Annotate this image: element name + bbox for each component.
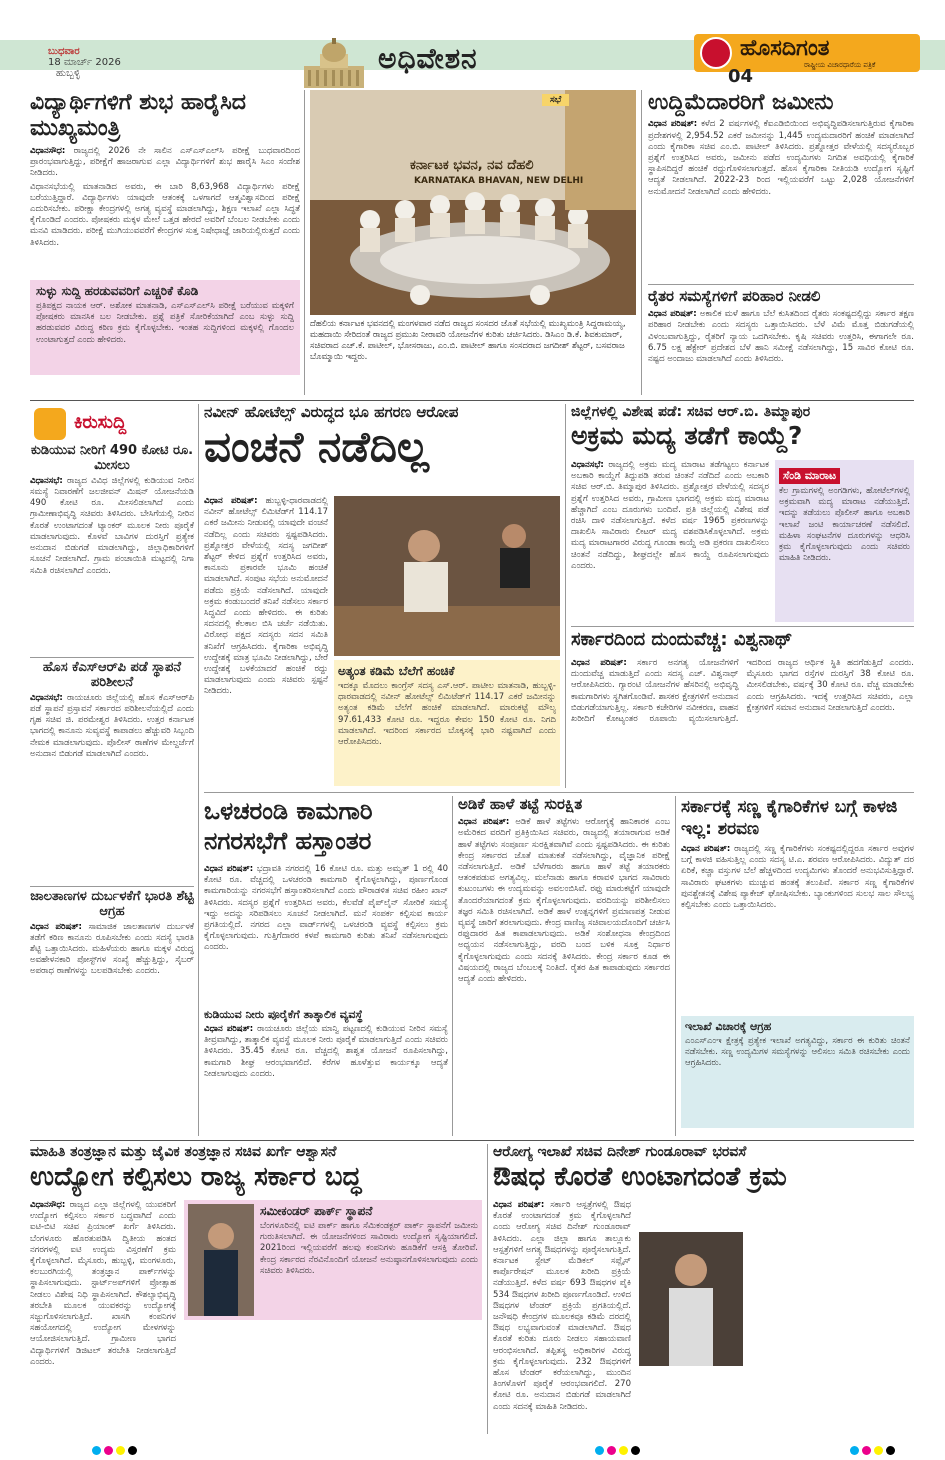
kiru-byline-1: ವಿಧಾನಸಭೆ: bbox=[30, 475, 63, 486]
vishwanath-byline: ವಿಧಾನ ಪರಿಷತ್: bbox=[571, 658, 627, 668]
logo-emblem-icon bbox=[700, 37, 732, 69]
banner-kannada: ಕರ್ನಾಟಕ ಭವನ, ನವ ದೆಹಲಿ bbox=[410, 158, 534, 173]
naveen-headline: ವಂಚನೆ ನಡೆದಿಲ್ಲ bbox=[204, 422, 430, 472]
naveen-text: ಹುಬ್ಬಳ್ಳಿ-ಧಾರವಾಡದಲ್ಲಿ ನವೀನ್ ಹೋಟೆಲ್ಸ್ ಲಿಮಿಟೆಡ್‌ಗೆ 114.17 ಎಕರೆ ಜಮೀನು ನೀಡುವಲ್ಲಿ ಯಾವುದೇ ವಂಚನೆ ನಡೆದಿಲ್ಲ ಎಂದು ಸಚಿವರು ಸ್ಪಷ್ಟಪಡಿಸಿದರು. ಪ್ರಶ್ನೋತ್ತರ ವೇಳೆಯಲ್ಲಿ ಸದಸ್ಯ ಜಗದೀಶ್ ಶೆಟ್ಟರ್ ಕೇಳಿದ ಪ್ರಶ್ನೆಗೆ ಉತ್ತರಿಸಿದ ಅವರು, ಕಾನೂನು ಪ್ರಕಾರವೇ ಭೂಮಿ ಹಂಚಿಕೆ ಮಾಡಲಾಗಿದೆ. ಸಂಪುಟ ಸಭೆಯ ಅನುಮೋದನೆ ಪಡೆದು ಪ್ರಕ್ರಿಯೆ ನಡೆಸಲಾಗಿದೆ. ಯಾವುದೇ ಅಕ್ರಮ ಕಂಡುಬಂದರೆ ತನಿಖೆ ನಡೆಸಲು ಸರ್ಕಾರ ಸಿದ್ಧವಿದೆ ಎಂದು ಹೇಳಿದರು. ಈ ಕುರಿತು ಸದನದಲ್ಲಿ ಕೆಲಕಾಲ ಬಿಸಿ ಚರ್ಚೆ ನಡೆಯಿತು. ವಿರೋಧ ಪಕ್ಷದ ಸದಸ್ಯರು ಸದನ ಸಮಿತಿ ತನಿಖೆಗೆ ಆಗ್ರಹಿಸಿದರು. ಕೈಗಾರಿಕಾ ಅಭಿವೃದ್ಧಿ ಉದ್ದೇಶಕ್ಕೆ ಮಾತ್ರ ಭೂಮಿ ನೀಡಲಾಗಿದ್ದು, ಬೇರೆ ಉದ್ದೇಶಕ್ಕೆ ಬಳಕೆಯಾದರೆ ಹಂಚಿಕೆ ರದ್ದು ಮಾಡಲಾಗುವುದು ಎಂದು ಸಚಿವರು ಸ್ಪಷ್ಟನೆ ನೀಡಿದರು. bbox=[204, 496, 328, 697]
kharge-box-title: ಸಮೀಕಂಡರ್ ಪಾರ್ಕ್ ಸ್ಥಾಪನೆ bbox=[260, 1204, 373, 1218]
dinesh-kicker: ಆರೋಗ್ಯ ಇಲಾಖೆ ಸಚಿವ ದಿನೇಶ್ ಗುಂಡೂರಾವ್ ಭರವಸೆ bbox=[493, 1144, 747, 1160]
thimmapur-side-box bbox=[775, 460, 914, 622]
kharge-story bbox=[30, 1144, 482, 1434]
naveen-body bbox=[204, 496, 328, 786]
meeting-room-illustration bbox=[310, 90, 636, 315]
olacharandi-headline: ಒಳಚರಂಡಿ ಕಾಮಗಾರಿ ನಗರಸಭೆಗೆ ಹಸ್ತಾಂತರ bbox=[204, 797, 373, 855]
olacharandi-sub-title: ಕುಡಿಯುವ ನೀರು ಪೂರೈಕೆಗೆ ತಾತ್ಕಾಲಿಕ ವ್ಯವಸ್ಥೆ bbox=[204, 1008, 363, 1021]
kiru-text-1: ರಾಜ್ಯದ ವಿವಿಧ ಜಿಲ್ಲೆಗಳಲ್ಲಿ ಕುಡಿಯುವ ನೀರಿನ ಸಮಸ್ಯೆ ನಿವಾರಣೆಗೆ ಜಲಜೀವನ್ ಮಿಷನ್ ಯೋಜನೆಯಡಿ 490 ಕೋಟಿ ರೂ. ಮೀಸಲಿಡಲಾಗಿದೆ ಎಂದು ಗ್ರಾಮೀಣಾಭಿವೃದ್ಧಿ ಸಚಿವರು ತಿಳಿಸಿದರು. ಬೇಸಿಗೆಯಲ್ಲಿ ನೀರಿನ ಕೊರತೆ ಉಂಟಾಗದಂತೆ ಟ್ಯಾಂಕರ್ ಮೂಲಕ ನೀರು ಪೂರೈಕೆ ಮಾಡಲಾಗುವುದು. ಕೊಳವೆ ಬಾವಿಗಳ ದುರಸ್ತಿಗೆ ಪ್ರತ್ಯೇಕ ಅನುದಾನ ಬಿಡುಗಡೆ ಮಾಡಲಾಗಿದ್ದು, ಜಿಲ್ಲಾಧಿಕಾರಿಗಳಿಗೆ ಸೂಚನೆ ನೀಡಲಾಗಿದೆ. ಗ್ರಾಮ ಪಂಚಾಯಿತಿ ಮಟ್ಟದಲ್ಲಿ ನಿಗಾ ಸಮಿತಿ ರಚಿಸಲಾಗಿದೆ ಎಂದರು. bbox=[30, 475, 194, 576]
cm-para-2: ವಿಧಾನಸಭೆಯಲ್ಲಿ ಮಾತನಾಡಿದ ಅವರು, ಈ ಬಾರಿ 8,63,968 ವಿದ್ಯಾರ್ಥಿಗಳು ಪರೀಕ್ಷೆ ಬರೆಯುತ್ತಿದ್ದಾರೆ. ವಿದ್ಯಾರ್ಥಿಗಳು ಯಾವುದೇ ಆತಂಕಕ್ಕೆ ಒಳಗಾಗದೆ ಆತ್ಮವಿಶ್ವಾಸದಿಂದ ಪರೀಕ್ಷೆ ಎದುರಿಸಬೇಕು. ಪರೀಕ್ಷಾ ಕೇಂದ್ರಗಳಲ್ಲಿ ಅಗತ್ಯ ವ್ಯವಸ್ಥೆ ಮಾಡಲಾಗಿದ್ದು, ಶಿಕ್ಷಣ ಇಲಾಖೆ ಎಲ್ಲಾ ಸಿದ್ಧತೆ ಕೈಗೊಂಡಿದೆ ಎಂದರು. ಪೋಷಕರು ಮಕ್ಕಳ ಮೇಲೆ ಒತ್ತಡ ಹೇರದೆ ಅವರಿಗೆ ಬೆಂಬಲ ನೀಡಬೇಕು ಎಂದು ಮನವಿ ಮಾಡಿದರು. ಪರೀಕ್ಷೆ ಮುಗಿಯುವವರೆಗೆ ಕೇಂದ್ರಗಳ ಸುತ್ತ ನಿಷೇಧಾಜ್ಞೆ ಜಾರಿಯಲ್ಲಿರುತ್ತದೆ ಎಂದು ತಿಳಿಸಿದರು. bbox=[30, 181, 300, 248]
sharavana-box bbox=[681, 1016, 914, 1128]
naveen-photo bbox=[334, 496, 560, 656]
print-dot bbox=[92, 1446, 101, 1455]
kiru-byline-2: ವಿಧಾನಸಭೆ: bbox=[30, 692, 63, 703]
kharge-kicker: ಮಾಹಿತಿ ತಂತ್ರಜ್ಞಾನ ಮತ್ತು ಜೈವಿಕ ತಂತ್ರಜ್ಞಾನ ಸಚಿವ ಖರ್ಗೆ ಆಶ್ವಾಸನೆ bbox=[30, 1144, 337, 1160]
kiru-suddi-label: ಕಿರುಸುದ್ದಿ bbox=[74, 412, 127, 433]
minister-illustration bbox=[188, 1204, 254, 1316]
kharge-box bbox=[184, 1200, 482, 1320]
sharavana-story bbox=[681, 796, 914, 1136]
jamin-headline: ಉದ್ದಿಮೆದಾರರಿಗೆ ಜಮೀನು bbox=[648, 90, 834, 115]
thimmapur-kicker: ಜಿಲ್ಲೆಗಳಲ್ಲಿ ವಿಶೇಷ ಪಡೆ: ಸಚಿವ ಆರ್.ಬಿ. ತಿಮ್ಮಾಪುರ bbox=[571, 404, 811, 420]
thimmapur-byline: ವಿಧಾನಸಭೆ: bbox=[571, 460, 604, 470]
kiru-text-2: ರಾಯಚೂರು ಜಿಲ್ಲೆಯಲ್ಲಿ ಹೊಸ ಕೆಎಸ್‌ಆರ್‌ಪಿ ಪಡೆ ಸ್ಥಾಪನೆ ಪ್ರಸ್ತಾವನೆ ಸರ್ಕಾರದ ಪರಿಶೀಲನೆಯಲ್ಲಿದೆ ಎಂದು ಗೃಹ ಸಚಿವ ಜಿ. ಪರಮೇಶ್ವರ ತಿಳಿಸಿದರು. ಉತ್ತರ ಕರ್ನಾಟಕ ಭಾಗದಲ್ಲಿ ಕಾನೂನು ಸುವ್ಯವಸ್ಥೆ ಕಾಪಾಡಲು ಹೆಚ್ಚುವರಿ ಸಿಬ್ಬಂದಿ ನೇಮಕ ಮಾಡಲಾಗುವುದು. ಪೊಲೀಸ್ ಠಾಣೆಗಳ ಮೇಲ್ದರ್ಜೆಗೆ ಅನುದಾನ ಬಿಡುಗಡೆ ಮಾಡಲಾಗಿದೆ ಎಂದರು. bbox=[30, 692, 194, 759]
kiru-body-3 bbox=[30, 922, 194, 1102]
divider bbox=[648, 284, 914, 285]
print-dot bbox=[116, 1446, 125, 1455]
minister-speaking-illustration bbox=[639, 1232, 743, 1366]
kiru-text-3: ಸಾಮಾಜಿಕ ಜಾಲತಾಣಗಳ ದುರ್ಬಳಕೆ ತಡೆಗೆ ಕಠಿಣ ಕಾನೂನು ರೂಪಿಸಬೇಕು ಎಂದು ಸದಸ್ಯೆ ಭಾರತಿ ಶೆಟ್ಟಿ ಒತ್ತಾಯಿಸಿದರು. ಮಹಿಳೆಯರು ಹಾಗೂ ಮಕ್ಕಳ ವಿರುದ್ಧ ಅವಹೇಳನಕಾರಿ ಪೋಸ್ಟ್‌ಗಳ ಸಂಖ್ಯೆ ಹೆಚ್ಚುತ್ತಿದ್ದು, ಸೈಬರ್ ಅಪರಾಧ ಠಾಣೆಗಳನ್ನು ಬಲಪಡಿಸಬೇಕು ಎಂದರು. bbox=[30, 921, 194, 977]
jamin-story bbox=[648, 90, 914, 280]
kharge-headline: ಉದ್ಯೋಗ ಕಲ್ಪಿಸಲು ರಾಜ್ಯ ಸರ್ಕಾರ ಬದ್ಧ bbox=[30, 1162, 362, 1193]
kharge-photo bbox=[188, 1204, 254, 1316]
thimmapur-headline: ಅಕ್ರಮ ಮದ್ಯ ತಡೆಗೆ ಕಾಯ್ದೆ? bbox=[571, 421, 803, 451]
newspaper-icon bbox=[34, 408, 66, 440]
print-dot bbox=[862, 1446, 871, 1455]
raitha-body bbox=[648, 309, 914, 393]
divider bbox=[304, 90, 305, 395]
print-dot bbox=[631, 1446, 640, 1455]
kharge-text: ರಾಜ್ಯದ ಎಲ್ಲಾ ಜಿಲ್ಲೆಗಳಲ್ಲಿ ಯುವಕರಿಗೆ ಉದ್ಯೋಗ ಕಲ್ಪಿಸಲು ಸರ್ಕಾರ ಬದ್ಧವಾಗಿದೆ ಎಂದು ಐಟಿ-ಬಿಟಿ ಸಚಿವ ಪ್ರಿಯಾಂಕ್ ಖರ್ಗೆ ತಿಳಿಸಿದರು. ಬೆಂಗಳೂರು ಹೊರತುಪಡಿಸಿ ದ್ವಿತೀಯ ಹಂತದ ನಗರಗಳಲ್ಲಿ ಐಟಿ ಉದ್ಯಮ ವಿಸ್ತರಣೆಗೆ ಕ್ರಮ ಕೈಗೊಳ್ಳಲಾಗಿದೆ. ಮೈಸೂರು, ಹುಬ್ಬಳ್ಳಿ, ಮಂಗಳೂರು, ಕಲಬುರಗಿಯಲ್ಲಿ ತಂತ್ರಜ್ಞಾನ ಪಾರ್ಕ್‌ಗಳನ್ನು ಸ್ಥಾಪಿಸಲಾಗುವುದು. ಸ್ಟಾರ್ಟ್‌ಅಪ್‌ಗಳಿಗೆ ಪ್ರೋತ್ಸಾಹ ನೀಡಲು ವಿಶೇಷ ನಿಧಿ ಸ್ಥಾಪಿಸಲಾಗಿದೆ. ಕೌಶಲ್ಯಾಭಿವೃದ್ಧಿ ತರಬೇತಿ ಮೂಲಕ ಯುವಕರನ್ನು ಉದ್ಯೋಗಕ್ಕೆ ಸಜ್ಜುಗೊಳಿಸಲಾಗುತ್ತಿದೆ. ಖಾಸಗಿ ಕಂಪನಿಗಳ ಸಹಯೋಗದಲ್ಲಿ ಉದ್ಯೋಗ ಮೇಳಗಳನ್ನು ಆಯೋಜಿಸಲಾಗುತ್ತಿದೆ. ಗ್ರಾಮೀಣ ಭಾಗದ ವಿದ್ಯಾರ್ಥಿಗಳಿಗೆ ಡಿಜಿಟಲ್ ತರಬೇತಿ ನೀಡಲಾಗುತ್ತಿದೆ ಎಂದರು. bbox=[30, 1200, 176, 1367]
thimmapur-side-title: ಸೆಂಡಿ ಮಾರಾಟ bbox=[779, 468, 840, 484]
thimmapur-side-text: ಕೆಲ ಗ್ರಾಮಗಳಲ್ಲಿ ಅಂಗಡಿಗಳು, ಹೋಟೆಲ್‌ಗಳಲ್ಲಿ ಅಕ್ರಮವಾಗಿ ಮದ್ಯ ಮಾರಾಟ ನಡೆಯುತ್ತಿದೆ. ಇದನ್ನು ತಡೆಯಲು ಪೊಲೀಸ್ ಹಾಗೂ ಅಬಕಾರಿ ಇಲಾಖೆ ಜಂಟಿ ಕಾರ್ಯಾಚರಣೆ ನಡೆಸಲಿದೆ. ಮಹಿಳಾ ಸಂಘಟನೆಗಳ ದೂರುಗಳನ್ನು ಆಧರಿಸಿ ಕ್ರಮ ಕೈಗೊಳ್ಳಲಾಗುವುದು ಎಂದು ಸಚಿವರು ಮಾಹಿತಿ ನೀಡಿದರು. bbox=[779, 486, 910, 564]
paper-tagline: ರಾಷ್ಟ್ರೀಯ ವಿಚಾರಧಾರೆಯ ಪತ್ರಿಕೆ bbox=[804, 61, 876, 69]
dinesh-photo bbox=[639, 1232, 743, 1366]
thimmapur-story bbox=[571, 404, 914, 622]
print-dot bbox=[595, 1446, 604, 1455]
vidhana-soudha-icon bbox=[300, 36, 368, 88]
print-dot bbox=[619, 1446, 628, 1455]
jamin-text: ಕಳೆದ 2 ವರ್ಷಗಳಲ್ಲಿ ಕೆಐಎಡಿಬಿಯಿಂದ ಅಭಿವೃದ್ಧಿಪಡಿಸಲಾಗುತ್ತಿರುವ ಕೈಗಾರಿಕಾ ಪ್ರದೇಶಗಳಲ್ಲಿ 2,954.52 ಎಕರೆ ಜಮೀನನ್ನು 1,445 ಉದ್ಯಮದಾರರಿಗೆ ಹಂಚಿಕೆ ಮಾಡಲಾಗಿದೆ ಎಂದು ಕೈಗಾರಿಕಾ ಸಚಿವ ಎಂ.ಬಿ. ಪಾಟೀಲ್ ತಿಳಿಸಿದರು. ಪ್ರಶ್ನೋತ್ತರ ವೇಳೆಯಲ್ಲಿ ಸದಸ್ಯರೊಬ್ಬರ ಪ್ರಶ್ನೆಗೆ ಉತ್ತರಿಸಿದ ಅವರು, ಜಮೀನು ಪಡೆದ ಉದ್ಯಮಿಗಳು ನಿಗದಿತ ಅವಧಿಯಲ್ಲಿ ಕೈಗಾರಿಕೆ ಸ್ಥಾಪಿಸದಿದ್ದರೆ ಹಂಚಿಕೆ ರದ್ದುಗೊಳಿಸಲಾಗುತ್ತದೆ. ಹೊಸ ಕೈಗಾರಿಕಾ ನೀತಿಯಡಿ ಉದ್ಯೋಗ ಸೃಷ್ಟಿಗೆ ಆದ್ಯತೆ ನೀಡಲಾಗಿದೆ. 2022-23 ರಿಂದ ಇಲ್ಲಿಯವರೆಗೆ ಒಟ್ಟು 2,028 ಯೋಜನೆಗಳಿಗೆ ಅನುಮೋದನೆ ನೀಡಲಾಗಿದೆ ಎಂದು ಹೇಳಿದರು. bbox=[648, 119, 914, 197]
divider bbox=[30, 400, 914, 401]
masthead bbox=[0, 0, 945, 88]
city: ಹುಬ್ಬಳ್ಳಿ bbox=[56, 68, 81, 79]
adike-byline: ವಿಧಾನ ಪರಿಷತ್: bbox=[458, 817, 510, 828]
speaker-illustration bbox=[334, 496, 560, 656]
divider bbox=[30, 886, 194, 887]
naveen-kicker: ನವೀನ್ ಹೋಟೆಲ್ಸ್ ವಿರುದ್ಧದ ಭೂ ಹಗರಣ ಆರೋಪ bbox=[204, 403, 459, 421]
raitha-byline: ವಿಧಾನ ಪರಿಷತ್: bbox=[648, 309, 697, 320]
kiru-headline-1: ಕುಡಿಯುವ ನೀರಿಗೆ 490 ಕೋಟಿ ರೂ. ಮೀಸಲು bbox=[30, 443, 194, 473]
cm-box-title: ಸುಳ್ಳು ಸುದ್ದಿ ಹರಡುವವರಿಗೆ ಎಚ್ಚರಿಕೆ ಕೊಡಿ bbox=[36, 284, 199, 298]
cm-story bbox=[30, 90, 300, 395]
divider bbox=[30, 1140, 914, 1141]
masthead-date bbox=[48, 46, 121, 79]
sharavana-text: ರಾಜ್ಯದಲ್ಲಿ ಸಣ್ಣ ಕೈಗಾರಿಕೆಗಳು ಸಂಕಷ್ಟದಲ್ಲಿದ್ದರೂ ಸರ್ಕಾರ ಅವುಗಳ ಬಗ್ಗೆ ಕಾಳಜಿ ವಹಿಸುತ್ತಿಲ್ಲ ಎಂದು ಸದಸ್ಯ ಟಿ.ಎ. ಶರವಣ ಆರೋಪಿಸಿದರು. ವಿದ್ಯುತ್ ದರ ಏರಿಕೆ, ಕಚ್ಚಾ ವಸ್ತುಗಳ ಬೆಲೆ ಹೆಚ್ಚಳದಿಂದ ಉದ್ಯಮಿಗಳು ತೊಂದರೆ ಅನುಭವಿಸುತ್ತಿದ್ದಾರೆ. ಸಾವಿರಾರು ಘಟಕಗಳು ಮುಚ್ಚುವ ಹಂತಕ್ಕೆ ತಲುಪಿವೆ. ಸರ್ಕಾರ ಸಣ್ಣ ಕೈಗಾರಿಕೆಗಳ ಪುನಶ್ಚೇತನಕ್ಕೆ ವಿಶೇಷ ಪ್ಯಾಕೇಜ್ ಘೋಷಿಸಬೇಕು. ಬ್ಯಾಂಕುಗಳಿಂದ ಸುಲಭ ಸಾಲ ಸೌಲಭ್ಯ ಕಲ್ಪಿಸಬೇಕು ಎಂದು ಒತ್ತಾಯಿಸಿದರು. bbox=[681, 844, 914, 911]
page-number: 04 bbox=[728, 66, 754, 87]
dinesh-byline: ವಿಧಾನ ಪರಿಷತ್: bbox=[493, 1200, 545, 1210]
cm-byline: ವಿಧಾನಸೌಧ: bbox=[30, 146, 66, 156]
divider bbox=[204, 792, 914, 793]
cm-body bbox=[30, 146, 300, 276]
dinesh-body bbox=[493, 1200, 631, 1432]
kharge-byline: ವಿಧಾನಸೌಧ: bbox=[30, 1200, 66, 1210]
sharavana-box-text: ಎಂಎಸ್‌ಎಂಇ ಕ್ಷೇತ್ರಕ್ಕೆ ಪ್ರತ್ಯೇಕ ಇಲಾಖೆ ಅಗತ್ಯವಿದ್ದು, ಸರ್ಕಾರ ಈ ಕುರಿತು ಚಿಂತನೆ ನಡೆಸಬೇಕು. ಸಣ್ಣ ಉದ್ಯಮಿಗಳ ಸಮಸ್ಯೆಗಳನ್ನು ಆಲಿಸಲು ಸಮಿತಿ ರಚಿಸಬೇಕು ಎಂದು ಆಗ್ರಹಿಸಿದರು. bbox=[685, 1036, 910, 1069]
cm-headline: ವಿದ್ಯಾರ್ಥಿಗಳಿಗೆ ಶುಭ ಹಾರೈಸಿದ ಮುಖ್ಯಮಂತ್ರಿ bbox=[30, 90, 247, 141]
olacharandi-subsection bbox=[204, 1008, 448, 1132]
meeting-photo bbox=[310, 90, 636, 315]
jamin-byline: ವಿಧಾನ ಪರಿಷತ್: bbox=[648, 119, 698, 130]
print-dot bbox=[874, 1446, 883, 1455]
meeting-photo-story bbox=[310, 90, 636, 395]
raitha-story bbox=[648, 288, 914, 395]
raitha-text: ಅಕಾಲಿಕ ಮಳೆ ಹಾಗೂ ಬೆಲೆ ಕುಸಿತದಿಂದ ರೈತರು ಸಂಕಷ್ಟದಲ್ಲಿದ್ದು ಸರ್ಕಾರ ತಕ್ಷಣ ಪರಿಹಾರ ನೀಡಬೇಕು ಎಂದು ಸದಸ್ಯರು ಒತ್ತಾಯಿಸಿದರು. ಬೆಳೆ ವಿಮೆ ಮೊತ್ತ ಬಿಡುಗಡೆಯಲ್ಲಿ ವಿಳಂಬವಾಗುತ್ತಿದ್ದು, ರೈತರಿಗೆ ನ್ಯಾಯ ಒದಗಿಸಬೇಕು. ಕೃಷಿ ಸಚಿವರು ಉತ್ತರಿಸಿ, ಈಗಾಗಲೇ ರೂ. 6.75 ಲಕ್ಷ ಹೆಕ್ಟೇರ್ ಪ್ರದೇಶದ ಬೆಳೆ ಹಾನಿ ಸಮೀಕ್ಷೆ ನಡೆಸಲಾಗಿದ್ದು, 15 ಸಾವಿರ ಕೋಟಿ ರೂ. ನಷ್ಟದ ಅಂದಾಜು ಮಾಡಲಾಗಿದೆ ಎಂದು ತಿಳಿಸಿದರು. bbox=[648, 309, 914, 365]
kiru-headline-3: ಜಾಲತಾಣಗಳ ದುರ್ಬಳಕೆಗೆ ಭಾರತಿ ಶೆಟ್ಟಿ ಆಗ್ರಹ bbox=[30, 888, 194, 919]
divider bbox=[452, 796, 453, 1136]
print-dots-right bbox=[850, 1440, 898, 1459]
kiru-byline-3: ವಿಧಾನ ಪರಿಷತ್: bbox=[30, 921, 82, 932]
sharavana-box-title: ಇಲಾಖೆ ವಿಚಾರಕ್ಕೆ ಆಗ್ರಹ bbox=[685, 1020, 772, 1033]
naveen-box-text: ಇದಕ್ಕೂ ಮೊದಲು ಕಾಂಗ್ರೆಸ್ ಸದಸ್ಯ ಎಸ್.ಆರ್. ಪಾಟೀಲ ಮಾತನಾಡಿ, ಹುಬ್ಬಳ್ಳಿ-ಧಾರವಾಡದಲ್ಲಿ ನವೀನ್ ಹೋಟೆಲ್ಸ್ ಲಿಮಿಟೆಡ್‌ಗೆ 114.17 ಎಕರೆ ಜಮೀನನ್ನು ಅತ್ಯಂತ ಕಡಿಮೆ ಬೆಲೆಗೆ ಹಂಚಿಕೆ ಮಾಡಲಾಗಿದೆ. ಮಾರುಕಟ್ಟೆ ಮೌಲ್ಯ 97.61,433 ಕೋಟಿ ರೂ. ಇದ್ದರೂ ಕೇವಲ 150 ಕೋಟಿ ರೂ. ನಿಗದಿ ಮಾಡಲಾಗಿದೆ. ಇದರಿಂದ ಸರ್ಕಾರದ ಬೊಕ್ಕಸಕ್ಕೆ ಭಾರಿ ನಷ್ಟವಾಗಿದೆ ಎಂದು ಆರೋಪಿಸಿದರು. bbox=[338, 681, 556, 748]
naveen-box bbox=[334, 660, 560, 786]
thimmapur-text: ರಾಜ್ಯದಲ್ಲಿ ಅಕ್ರಮ ಮದ್ಯ ಮಾರಾಟ ತಡೆಗಟ್ಟಲು ಕರ್ನಾಟಕ ಅಬಕಾರಿ ಕಾಯ್ದೆಗೆ ತಿದ್ದುಪಡಿ ತರುವ ಚಿಂತನೆ ನಡೆದಿದೆ ಎಂದು ಅಬಕಾರಿ ಸಚಿವ ಆರ್.ಬಿ. ತಿಮ್ಮಾಪುರ ತಿಳಿಸಿದರು. ಪ್ರಶ್ನೋತ್ತರ ವೇಳೆಯಲ್ಲಿ ಸದಸ್ಯರ ಪ್ರಶ್ನೆಗೆ ಉತ್ತರಿಸಿದ ಅವರು, ಗ್ರಾಮೀಣ ಭಾಗದಲ್ಲಿ ಅಕ್ರಮ ಮದ್ಯ ಮಾರಾಟ ಹೆಚ್ಚಾಗಿದೆ ಎಂಬ ದೂರುಗಳು ಬಂದಿವೆ. ಪ್ರತಿ ಜಿಲ್ಲೆಯಲ್ಲಿ ವಿಶೇಷ ಪಡೆ ರಚಿಸಿ ದಾಳಿ ನಡೆಸಲಾಗುತ್ತಿದೆ. ಕಳೆದ ವರ್ಷ 1965 ಪ್ರಕರಣಗಳನ್ನು ದಾಖಲಿಸಿ ಸಾವಿರಾರು ಲೀಟರ್ ಮದ್ಯ ವಶಪಡಿಸಿಕೊಳ್ಳಲಾಗಿದೆ. ಅಕ್ರಮ ಮದ್ಯ ಮಾರಾಟಗಾರರ ವಿರುದ್ಧ ಗೂಂಡಾ ಕಾಯ್ದೆ ಅಡಿ ಪ್ರಕರಣ ದಾಖಲಿಸಲು ಚಿಂತನೆ ನಡೆದಿದ್ದು, ಶೀಘ್ರದಲ್ಲೇ ಹೊಸ ಕಾಯ್ದೆ ರೂಪಿಸಲಾಗುವುದು ಎಂದರು. bbox=[571, 460, 769, 571]
olacharandi-sub-text: ರಾಯಚೂರು ಜಿಲ್ಲೆಯ ಮಾನ್ವಿ ಪಟ್ಟಣದಲ್ಲಿ ಕುಡಿಯುವ ನೀರಿನ ಸಮಸ್ಯೆ ತೀವ್ರವಾಗಿದ್ದು, ತಾತ್ಕಾಲಿಕ ವ್ಯವಸ್ಥೆ ಮೂಲಕ ನೀರು ಪೂರೈಕೆ ಮಾಡಲಾಗುತ್ತಿದೆ ಎಂದು ಸಚಿವರು ತಿಳಿಸಿದರು. 35.45 ಕೋಟಿ ರೂ. ವೆಚ್ಚದಲ್ಲಿ ಶಾಶ್ವತ ಯೋಜನೆ ರೂಪಿಸಲಾಗಿದ್ದು, ಕಾಮಗಾರಿ ಶೀಘ್ರ ಆರಂಭವಾಗಲಿದೆ. ಕೆರೆಗಳ ಹೂಳೆತ್ತುವ ಕಾರ್ಯಕ್ಕೂ ಆದ್ಯತೆ ನೀಡಲಾಗುವುದು ಎಂದರು. bbox=[204, 1024, 448, 1079]
kiru-body-2 bbox=[30, 693, 194, 883]
naveen-box-title: ಅತ್ಯಂತ ಕಡಿಮೆ ಬೆಲೆಗೆ ಹಂಚಿಕೆ bbox=[338, 664, 455, 678]
divider bbox=[675, 796, 676, 1136]
adike-text: ಅಡಿಕೆ ಹಾಳೆ ತಟ್ಟೆಗಳು ಆರೋಗ್ಯಕ್ಕೆ ಹಾನಿಕಾರಕ ಎಂಬ ಅಮೆರಿಕದ ವರದಿಗೆ ಪ್ರತಿಕ್ರಿಯಿಸಿದ ಸಚಿವರು, ರಾಜ್ಯದಲ್ಲಿ ತಯಾರಾಗುವ ಅಡಿಕೆ ಹಾಳೆ ತಟ್ಟೆಗಳು ಸಂಪೂರ್ಣ ಸುರಕ್ಷಿತವಾಗಿವೆ ಎಂದು ಸ್ಪಷ್ಟಪಡಿಸಿದರು. ಈ ಕುರಿತು ಕೇಂದ್ರ ಸರ್ಕಾರದ ಜೊತೆ ಮಾತುಕತೆ ನಡೆಸಲಾಗಿದ್ದು, ವೈಜ್ಞಾನಿಕ ಪರೀಕ್ಷೆ ನಡೆಸಲಾಗುತ್ತಿದೆ. ಅಡಿಕೆ ಬೆಳೆಗಾರರು ಹಾಗೂ ಹಾಳೆ ತಟ್ಟೆ ತಯಾರಕರು ಆತಂಕಪಡುವ ಅಗತ್ಯವಿಲ್ಲ. ಮಲೆನಾಡು ಹಾಗೂ ಕರಾವಳಿ ಭಾಗದ ಸಾವಿರಾರು ಕುಟುಂಬಗಳು ಈ ಉದ್ಯಮವನ್ನು ಅವಲಂಬಿಸಿವೆ. ರಫ್ತು ಮಾರುಕಟ್ಟೆಗೆ ಯಾವುದೇ ತೊಂದರೆಯಾಗದಂತೆ ಕ್ರಮ ಕೈಗೊಳ್ಳಲಾಗುವುದು. ವರದಿಯನ್ನು ಪರಿಶೀಲಿಸಲು ತಜ್ಞರ ಸಮಿತಿ ರಚಿಸಲಾಗಿದೆ. ಅಡಿಕೆ ಹಾಳೆ ಉತ್ಪನ್ನಗಳಿಗೆ ಪ್ರಮಾಣಪತ್ರ ನೀಡುವ ವ್ಯವಸ್ಥೆ ಜಾರಿಗೆ ತರಲಾಗುವುದು. ಕೇಂದ್ರ ವಾಣಿಜ್ಯ ಸಚಿವಾಲಯದೊಂದಿಗೆ ಚರ್ಚಿಸಿ ರಫ್ತುದಾರರ ಹಿತ ಕಾಪಾಡಲಾಗುವುದು. ಅಡಿಕೆ ಸಂಶೋಧನಾ ಕೇಂದ್ರದಿಂದ ಅಧ್ಯಯನ ನಡೆಸಲಾಗುತ್ತಿದ್ದು, ವರದಿ ಬಂದ ಬಳಿಕ ಸೂಕ್ತ ನಿರ್ಧಾರ ಕೈಗೊಳ್ಳಲಾಗುವುದು ಎಂದು ಸದನಕ್ಕೆ ತಿಳಿಸಿದರು. ಕೇಂದ್ರ ಸರ್ಕಾರ ಕೂಡ ಈ ವಿಷಯದಲ್ಲಿ ರಾಜ್ಯದ ಬೆಂಬಲಕ್ಕೆ ನಿಂತಿದೆ. ರೈತರ ಹಿತ ಕಾಪಾಡುವುದು ಸರ್ಕಾರದ ಆದ್ಯತೆ ಎಂದು ಹೇಳಿದರು. bbox=[458, 817, 670, 985]
print-dot bbox=[850, 1446, 859, 1455]
thimmapur-body bbox=[571, 460, 769, 622]
divider bbox=[30, 657, 194, 658]
print-dot bbox=[886, 1446, 895, 1455]
olacharandi-sub-body bbox=[204, 1024, 448, 1132]
olacharandi-story bbox=[204, 796, 448, 1136]
cm-box bbox=[30, 280, 300, 375]
naveen-story bbox=[204, 404, 560, 788]
dinesh-headline: ಔಷಧ ಕೊರತೆ ಉಂಟಾಗದಂತೆ ಕ್ರಮ bbox=[493, 1162, 787, 1193]
divider bbox=[571, 626, 914, 627]
cm-para-1: ರಾಜ್ಯದಲ್ಲಿ 2026 ನೇ ಸಾಲಿನ ಎಸ್‌ಎಸ್‌ಎಲ್‌ಸಿ ಪರೀಕ್ಷೆ ಬುಧವಾರದಿಂದ ಪ್ರಾರಂಭವಾಗುತ್ತಿದ್ದು, ಪರೀಕ್ಷೆಗೆ ಹಾಜರಾಗುವ ಎಲ್ಲಾ ವಿದ್ಯಾರ್ಥಿಗಳಿಗೆ ಶುಭ ಹಾರೈಸಿ ಸಿಎಂ ಸಂದೇಶ ನೀಡಿದರು. bbox=[30, 146, 300, 179]
date: 18 ಮಾರ್ಚ್ 2026 bbox=[48, 57, 121, 68]
olacharandi-body bbox=[204, 864, 448, 1004]
vishwanath-text: ಸರ್ಕಾರ ಅನಗತ್ಯ ಯೋಜನೆಗಳಿಗೆ ದುಂದುವೆಚ್ಚ ಮಾಡುತ್ತಿದೆ ಎಂದು ಸದಸ್ಯ ಎಚ್. ವಿಶ್ವನಾಥ್ ಆರೋಪಿಸಿದರು. ಗ್ಯಾರಂಟಿ ಯೋಜನೆಗಳ ಹೆಸರಿನಲ್ಲಿ ಅಭಿವೃದ್ಧಿ ಕಾಮಗಾರಿಗಳು ಸ್ಥಗಿತಗೊಂಡಿವೆ. ಶಾಸಕರ ಕ್ಷೇತ್ರಗಳಿಗೆ ಅನುದಾನ ಬಿಡುಗಡೆಯಾಗುತ್ತಿಲ್ಲ. ಸರ್ಕಾರಿ ಕಚೇರಿಗಳ ನವೀಕರಣ, ವಾಹನ ಖರೀದಿಗೆ ಕೋಟ್ಯಂತರ ರೂಪಾಯಿ ವ್ಯಯಿಸಲಾಗುತ್ತಿದೆ. ಇದರಿಂದ ರಾಜ್ಯದ ಆರ್ಥಿಕ ಸ್ಥಿತಿ ಹದಗೆಡುತ್ತಿದೆ ಎಂದರು. ಮೈಸೂರು ಭಾಗದ ರಸ್ತೆಗಳ ದುರಸ್ತಿಗೆ 38 ಕೋಟಿ ರೂ. ಮೀಸಲಿಡಬೇಕು, ವರ್ಷಕ್ಕೆ 30 ಕೋಟಿ ರೂ. ವೆಚ್ಚ ಮಾಡಬೇಕು ಎಂದು ಆಗ್ರಹಿಸಿದರು. ಇದಕ್ಕೆ ಉತ್ತರಿಸಿದ ಸಚಿವರು, ಎಲ್ಲಾ ಕ್ಷೇತ್ರಗಳಿಗೆ ಸಮಾನ ಅನುದಾನ ನೀಡಲಾಗುತ್ತಿದೆ ಎಂದರು. bbox=[571, 658, 914, 725]
kharge-body bbox=[30, 1200, 176, 1432]
divider bbox=[641, 90, 642, 395]
sharavana-byline: ವಿಧಾನ ಪರಿಷತ್: bbox=[681, 844, 731, 854]
paper-name: ಹೊಸದಿಗಂತ bbox=[740, 36, 830, 61]
print-dot bbox=[128, 1446, 137, 1455]
print-dots-left bbox=[92, 1440, 140, 1459]
olacharandi-text: ಭದ್ರಾವತಿ ನಗರದಲ್ಲಿ 16 ಕೋಟಿ ರೂ. ಮತ್ತು ಅಮೃತ್ 1 ರಲ್ಲಿ 40 ಕೋಟಿ ರೂ. ವೆಚ್ಚದಲ್ಲಿ ಒಳಚರಂಡಿ ಕಾಮಗಾರಿ ಕೈಗೊಳ್ಳಲಾಗಿದ್ದು, ಪೂರ್ಣಗೊಂಡ ಕಾಮಗಾರಿಯನ್ನು ನಗರಸಭೆಗೆ ಹಸ್ತಾಂತರಿಸಲಾಗಿದೆ ಎಂದು ಪೌರಾಡಳಿತ ಸಚಿವ ರಹೀಂ ಖಾನ್ ತಿಳಿಸಿದರು. ಸದಸ್ಯರ ಪ್ರಶ್ನೆಗೆ ಉತ್ತರಿಸಿದ ಅವರು, ಕೆಲವೆಡೆ ಪೈಪ್‌ಲೈನ್ ಸೋರಿಕೆ ಸಮಸ್ಯೆ ಇದ್ದು ಅದನ್ನು ಸರಿಪಡಿಸಲು ಸೂಚನೆ ನೀಡಲಾಗಿದೆ. ಮನೆ ಸಂಪರ್ಕ ಕಲ್ಪಿಸುವ ಕಾರ್ಯ ಪ್ರಗತಿಯಲ್ಲಿದೆ. ನಗರದ ಎಲ್ಲಾ ವಾರ್ಡ್‌ಗಳಲ್ಲಿ ಒಳಚರಂಡಿ ವ್ಯವಸ್ಥೆ ಕಲ್ಪಿಸಲು ಕ್ರಮ ಕೈಗೊಳ್ಳಲಾಗುವುದು. ಗುತ್ತಿಗೆದಾರರ ಕಳಪೆ ಕಾಮಗಾರಿ ಕುರಿತು ತನಿಖೆ ನಡೆಸಲಾಗುವುದು ಎಂದರು. bbox=[204, 864, 448, 953]
meeting-caption: ದೆಹಲಿಯ ಕರ್ನಾಟಕ ಭವನದಲ್ಲಿ ಮಂಗಳವಾರ ನಡೆದ ರಾಜ್ಯದ ಸಂಸದರ ಜೊತೆ ಸಭೆಯಲ್ಲಿ ಮುಖ್ಯಮಂತ್ರಿ ಸಿದ್ದರಾಮಯ್ಯ, ಮಹದಾಯಿ ಸೇರಿದಂತೆ ರಾಜ್ಯದ ಪ್ರಮುಖ ನೀರಾವರಿ ಯೋಜನೆಗಳ ಕುರಿತು ಚರ್ಚಿಸಿದರು. ಡಿಸಿಎಂ ಡಿ.ಕೆ. ಶಿವಕುಮಾರ್, ಸಚಿವರಾದ ಎಚ್.ಕೆ. ಪಾಟೀಲ್, ಭೋಸರಾಜು, ಎಂ.ಬಿ. ಪಾಟೀಲ್ ಹಾಗೂ ಸಂಸದರಾದ ಜಗದೀಶ್ ಶೆಟ್ಟರ್, ಬಸವರಾಜ ಬೊಮ್ಮಾಯಿ ಇದ್ದರು. bbox=[310, 319, 626, 362]
kharge-box-text: ಬೆಂಗಳೂರಿನಲ್ಲಿ ಐಟಿ ಪಾರ್ಕ್ ಹಾಗೂ ಸೆಮಿಕಂಡಕ್ಟರ್ ಪಾರ್ಕ್ ಸ್ಥಾಪನೆಗೆ ಜಮೀನು ಗುರುತಿಸಲಾಗಿದೆ. ಈ ಯೋಜನೆಗಳಿಂದ ಸಾವಿರಾರು ಉದ್ಯೋಗ ಸೃಷ್ಟಿಯಾಗಲಿದೆ. 2021ರಿಂದ ಇಲ್ಲಿಯವರೆಗೆ ಹಲವು ಕಂಪನಿಗಳು ಹೂಡಿಕೆಗೆ ಆಸಕ್ತಿ ತೋರಿವೆ. ಕೇಂದ್ರ ಸರ್ಕಾರದ ನೆರವಿನೊಂದಿಗೆ ಯೋಜನೆ ಅನುಷ್ಠಾನಗೊಳಿಸಲಾಗುವುದು ಎಂದು ಸಚಿವರು ತಿಳಿಸಿದರು. bbox=[260, 1221, 478, 1276]
print-dot bbox=[104, 1446, 113, 1455]
kiru-headline-2: ಹೊಸ ಕೆಎಸ್‌ಆರ್‌ಪಿ ಪಡೆ ಸ್ಥಾಪನೆ ಪರಿಶೀಲನೆ bbox=[42, 659, 182, 690]
adike-body bbox=[458, 817, 670, 1133]
dinesh-text: ಸರ್ಕಾರಿ ಆಸ್ಪತ್ರೆಗಳಲ್ಲಿ ಔಷಧ ಕೊರತೆ ಉಂಟಾಗದಂತೆ ಕ್ರಮ ಕೈಗೊಳ್ಳಲಾಗಿದೆ ಎಂದು ಆರೋಗ್ಯ ಸಚಿವ ದಿನೇಶ್ ಗುಂಡೂರಾವ್ ತಿಳಿಸಿದರು. ಎಲ್ಲಾ ಜಿಲ್ಲಾ ಹಾಗೂ ತಾಲ್ಲೂಕು ಆಸ್ಪತ್ರೆಗಳಿಗೆ ಅಗತ್ಯ ಔಷಧಗಳನ್ನು ಪೂರೈಸಲಾಗುತ್ತಿದೆ. ಕರ್ನಾಟಕ ಸ್ಟೇಟ್ ಮೆಡಿಕಲ್ ಸಪ್ಲೈಸ್ ಕಾರ್ಪೊರೇಷನ್ ಮೂಲಕ ಖರೀದಿ ಪ್ರಕ್ರಿಯೆ ನಡೆಯುತ್ತಿದೆ. ಕಳೆದ ವರ್ಷ 693 ಔಷಧಗಳ ಪೈಕಿ 534 ಔಷಧಗಳ ಖರೀದಿ ಪೂರ್ಣಗೊಂಡಿದೆ. ಉಳಿದ ಔಷಧಗಳ ಟೆಂಡರ್ ಪ್ರಕ್ರಿಯೆ ಪ್ರಗತಿಯಲ್ಲಿದೆ. ಜನೌಷಧಿ ಕೇಂದ್ರಗಳ ಮೂಲಕವೂ ಕಡಿಮೆ ದರದಲ್ಲಿ ಔಷಧ ಲಭ್ಯವಾಗುವಂತೆ ಮಾಡಲಾಗಿದೆ. ಔಷಧ ಕೊರತೆ ಕುರಿತು ದೂರು ನೀಡಲು ಸಹಾಯವಾಣಿ ಆರಂಭಿಸಲಾಗಿದೆ. ತಪ್ಪಿತಸ್ಥ ಅಧಿಕಾರಿಗಳ ವಿರುದ್ಧ ಕ್ರಮ ಕೈಗೊಳ್ಳಲಾಗುವುದು. 232 ಔಷಧಗಳಿಗೆ ಹೊಸ ಟೆಂಡರ್ ಕರೆಯಲಾಗಿದ್ದು, ಮುಂದಿನ ತಿಂಗಳೊಳಗೆ ಪೂರೈಕೆ ಆರಂಭವಾಗಲಿದೆ. 270 ಕೋಟಿ ರೂ. ಅನುದಾನ ಬಿಡುಗಡೆ ಮಾಡಲಾಗಿದೆ ಎಂದು ಸದನಕ್ಕೆ ಮಾಹಿತಿ ನೀಡಿದರು. bbox=[493, 1200, 631, 1412]
vishwanath-story bbox=[571, 630, 914, 788]
divider bbox=[487, 1144, 488, 1434]
photo-label: ಸಭೆ bbox=[542, 94, 569, 106]
kiru-body-1 bbox=[30, 476, 194, 654]
kiru-suddi-header bbox=[30, 404, 194, 444]
vishwanath-body bbox=[571, 658, 914, 788]
print-dot bbox=[607, 1446, 616, 1455]
raitha-headline: ರೈತರ ಸಮಸ್ಯೆಗಳಿಗೆ ಪರಿಹಾರ ನೀಡಲಿ bbox=[648, 287, 821, 305]
kiru-suddi-column bbox=[30, 404, 194, 1136]
banner-english: KARNATAKA BHAVAN, NEW DELHI bbox=[414, 176, 584, 186]
olacharandi-sub-byline: ವಿಧಾನ ಪರಿಷತ್: bbox=[204, 1024, 254, 1034]
cm-box-text: ಪ್ರತಿಪಕ್ಷದ ನಾಯಕ ಆರ್. ಅಶೋಕ ಮಾತನಾಡಿ, ಎಸ್‌ಎಸ್‌ಎಲ್‌ಸಿ ಪರೀಕ್ಷೆ ಬರೆಯುವ ಮಕ್ಕಳಿಗೆ ಪೋಷಕರು ಮಾನಸಿಕ ಬಲ ನೀಡಬೇಕು. ಪ್ರಶ್ನೆ ಪತ್ರಿಕೆ ಸೋರಿಕೆಯಾಗಿದೆ ಎಂಬ ಸುಳ್ಳು ಸುದ್ದಿ ಹರಡುವವರ ವಿರುದ್ಧ ಕಠಿಣ ಕ್ರಮ ಕೈಗೊಳ್ಳಬೇಕು. ಇಂತಹ ಸುದ್ದಿಗಳಿಂದ ಮಕ್ಕಳಲ್ಲಿ ಗೊಂದಲ ಉಂಟಾಗುತ್ತದೆ ಎಂದು ಹೇಳಿದರು. bbox=[36, 301, 294, 345]
divider bbox=[198, 404, 199, 1136]
jamin-body bbox=[648, 119, 914, 271]
divider bbox=[565, 404, 566, 788]
sharavana-body bbox=[681, 844, 914, 1012]
adike-headline: ಅಡಿಕೆ ಹಾಳೆ ತಟ್ಟೆ ಸುರಕ್ಷಿತ bbox=[458, 795, 583, 813]
section-title: ಅಧಿವೇಶನ bbox=[378, 42, 478, 75]
print-dots-center bbox=[595, 1440, 643, 1459]
sharavana-headline: ಸರ್ಕಾರಕ್ಕೆ ಸಣ್ಣ ಕೈಗಾರಿಕೆಗಳ ಬಗ್ಗೆ ಕಾಳಜಿ ಇಲ್ಲ: ಶರವಣ bbox=[681, 797, 898, 839]
adike-story bbox=[458, 796, 670, 1136]
olacharandi-byline: ವಿಧಾನ ಪರಿಷತ್: bbox=[204, 864, 254, 874]
day: ಬುಧವಾರ bbox=[48, 46, 80, 57]
dinesh-story bbox=[493, 1144, 914, 1434]
vishwanath-headline: ಸರ್ಕಾರದಿಂದ ದುಂದುವೆಚ್ಚ: ವಿಶ್ವನಾಥ್ bbox=[571, 629, 793, 650]
naveen-byline: ವಿಧಾನ ಪರಿಷತ್: bbox=[204, 496, 258, 506]
